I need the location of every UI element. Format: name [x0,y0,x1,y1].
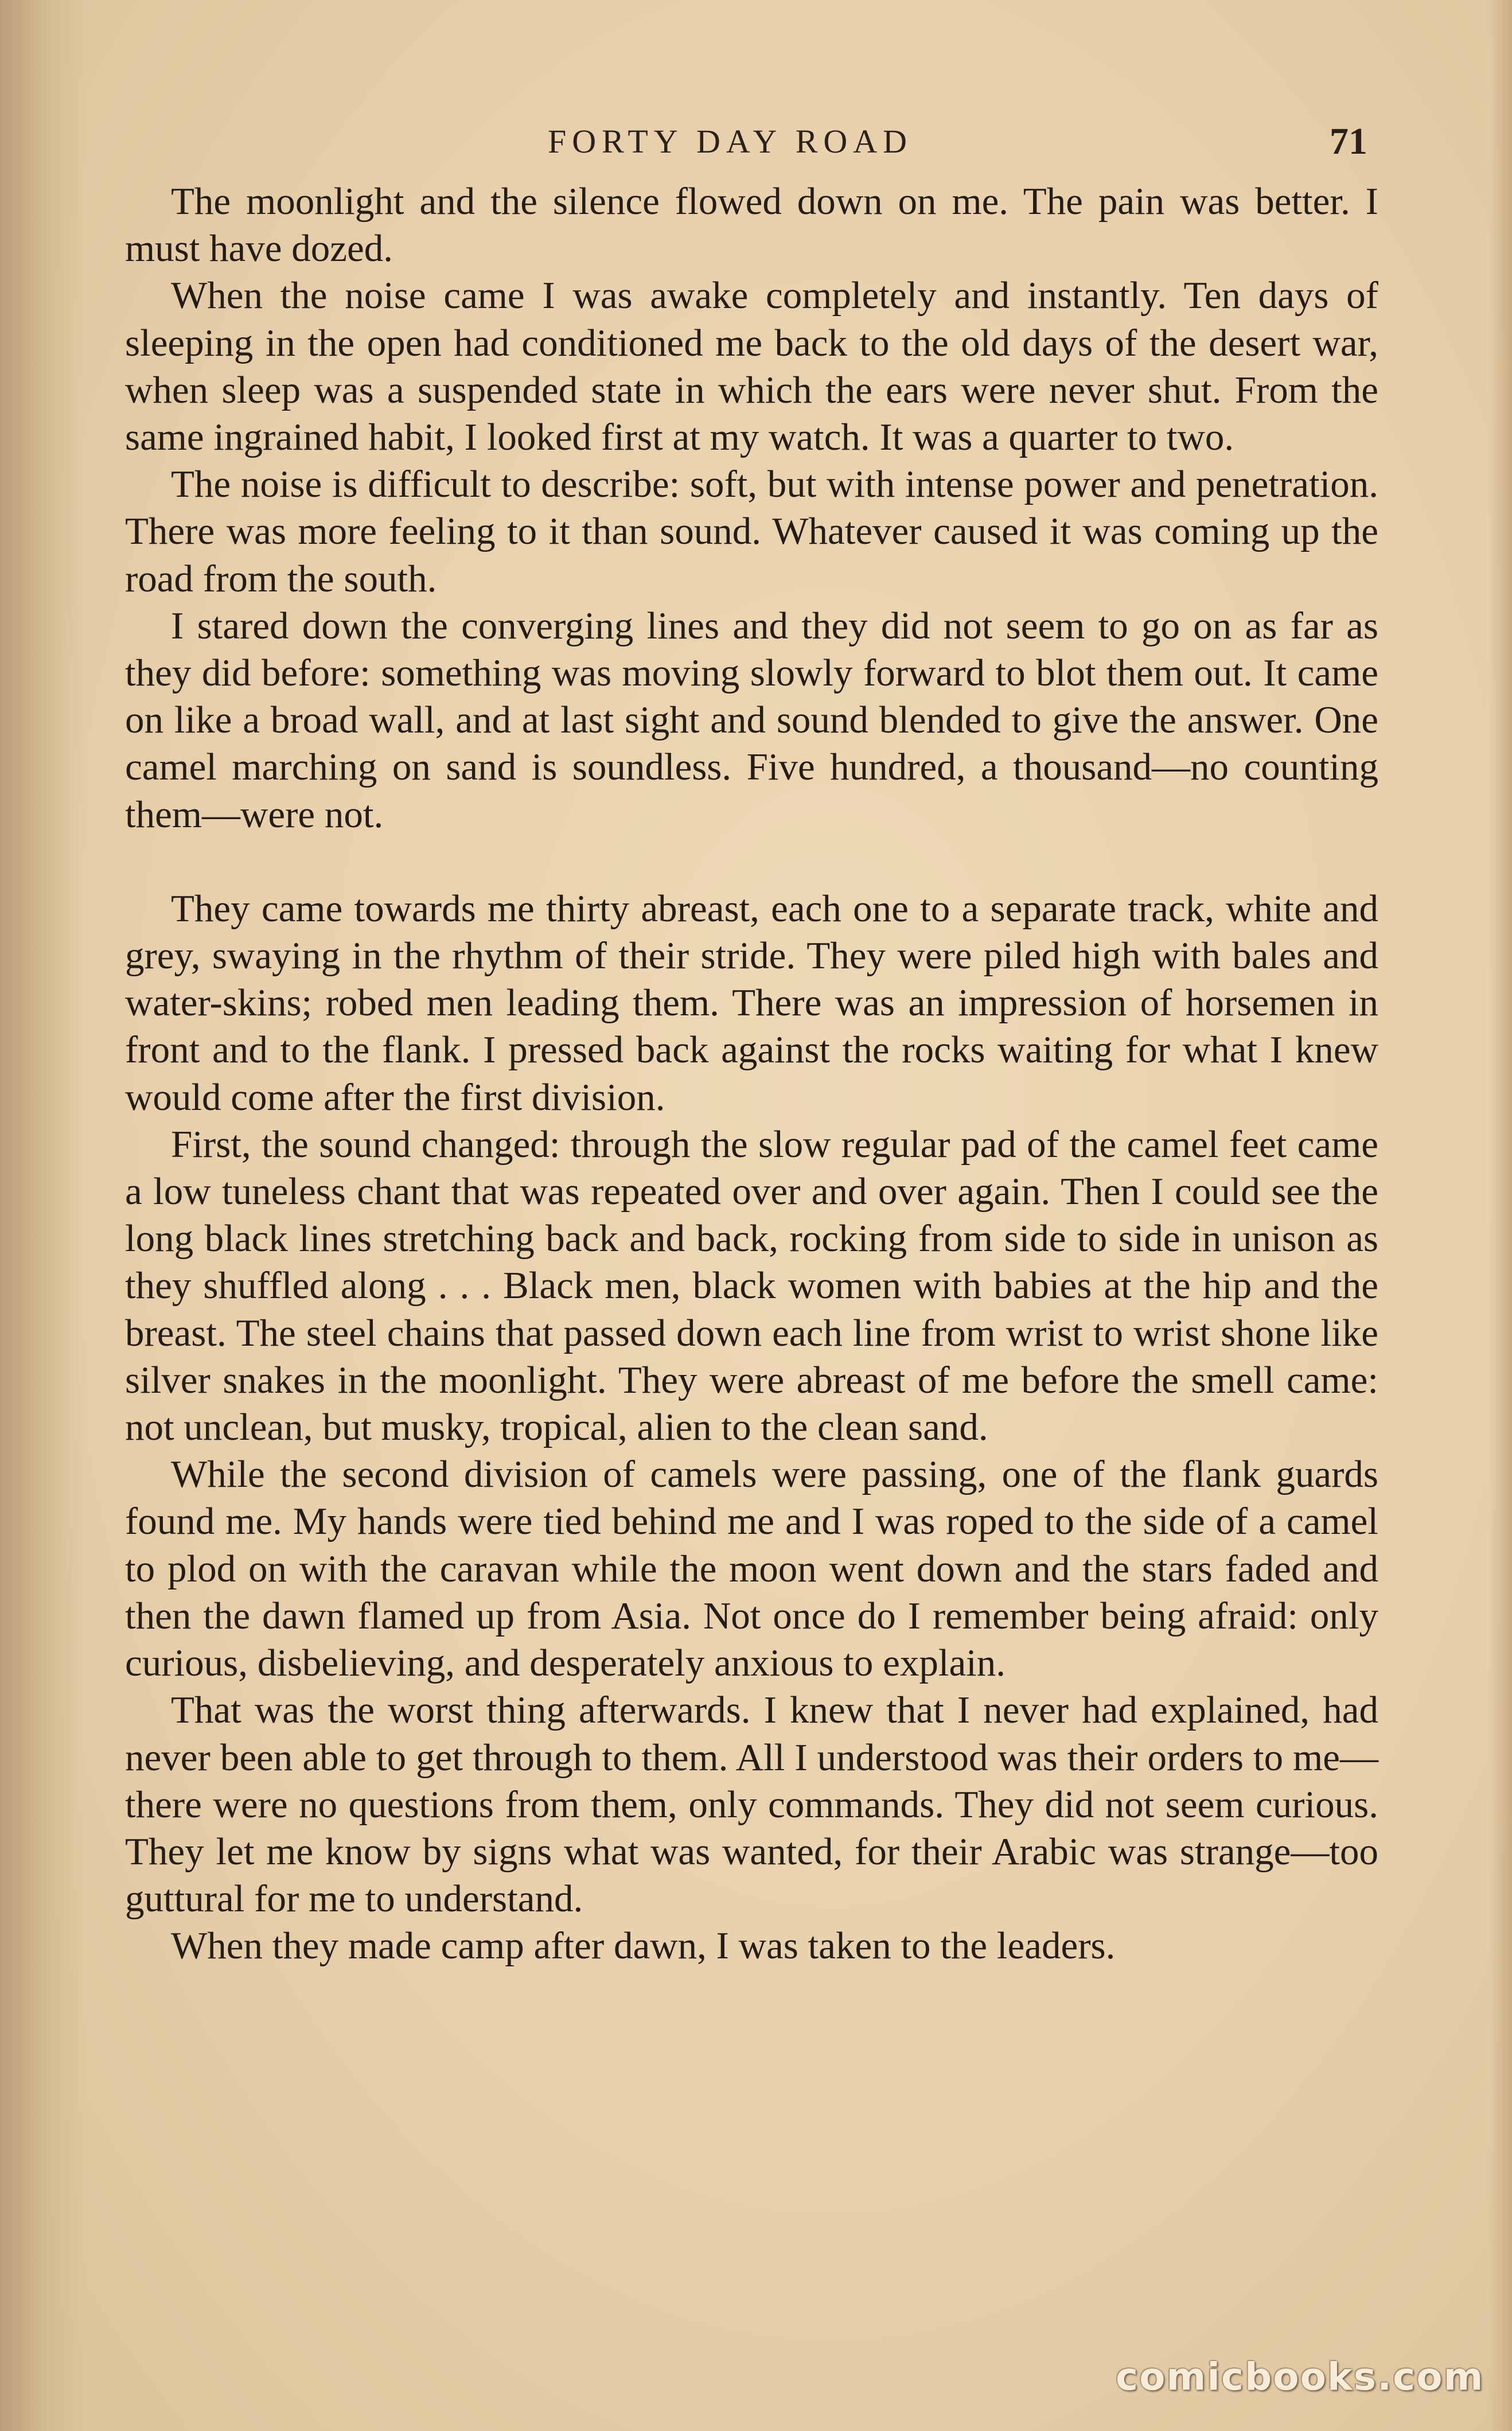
paragraph-7: While the second division of camels were passing, one of the flank guards found me. My hands were tied behind me and I was roped to the side of a camel to plod on with the caravan while the moon went down and the stars faded and then the dawn flamed up from Asia. Not once do I remember being afraid: only curious, disbelieving, and desperately anxious to explain. [125,1453,1378,1685]
paragraph-2: When the noise came I was awake completely and instantly. Ten days of sleeping in the open had conditioned me back to the old days of the desert war, when sleep was a suspended state in which the ears were never shut. From the same ingrained habit, I looked first at my watch. It was a quarter to two. [125,274,1378,459]
paragraph-4: I stared down the converging lines and they did not seem to go on as far as they did before: something was moving slowly forward to blot them out. It came on like a broad wall, and at last sight and sound blended to give the answer. One camel marching on sand is soundless. Five hundred, a thousand—no counting them—were not. [125,604,1378,836]
page-edge-shadow [1489,0,1512,2431]
section-break [125,838,1378,885]
running-head [0,122,1512,167]
paragraph-3: The noise is difficult to describe: soft, but with intense power and penetration. There was more feeling to it than sound. Whatever caused it was coming up the road from the south. [125,463,1378,600]
watermark: comicbooks.com [1116,2355,1484,2399]
gutter-shadow [0,0,86,2431]
paragraph-5: They came towards me thirty abreast, each one to a separate track, white and grey, swaying in the rhythm of their stride. They were piled high with bales and water-skins; robed men leading them. There was an impression of horsemen in front and to the flank. I pressed back against the rocks waiting for what I knew would come after the first division. [125,887,1378,1119]
running-title: FORTY DAY ROAD [548,123,913,160]
page-number: 71 [1330,120,1367,162]
paragraph-1: The moonlight and the silence flowed down on me. The pain was better. I must have dozed. [125,180,1378,270]
paragraph-6: First, the sound changed: through the slow regular pad of the camel feet came a low tuneless chant that was repeated over and over again. Then I could see the long black lines stretching back and back, rocking from side to side in unison as they shuffled along . . . Black men, black women with babies at the hip and the breast. The steel chains that passed down each line from wrist to wrist shone like silver snakes in the moonlight. They were abreast of me before the smell came: not unclean, but musky, tropical, alien to the clean sand. [125,1123,1378,1449]
paragraph-8: That was the worst thing afterwards. I knew that I never had explained, had never been able to get through to them. All I understood was their orders to me—there were no questions from them, only commands. They did not seem curious. They let me know by signs what was wanted, for their Arabic was strange—too guttural for me to understand. [125,1689,1378,1920]
body-text [125,178,1378,1970]
paragraph-9: When they made camp after dawn, I was taken to the leaders. [171,1924,1116,1968]
